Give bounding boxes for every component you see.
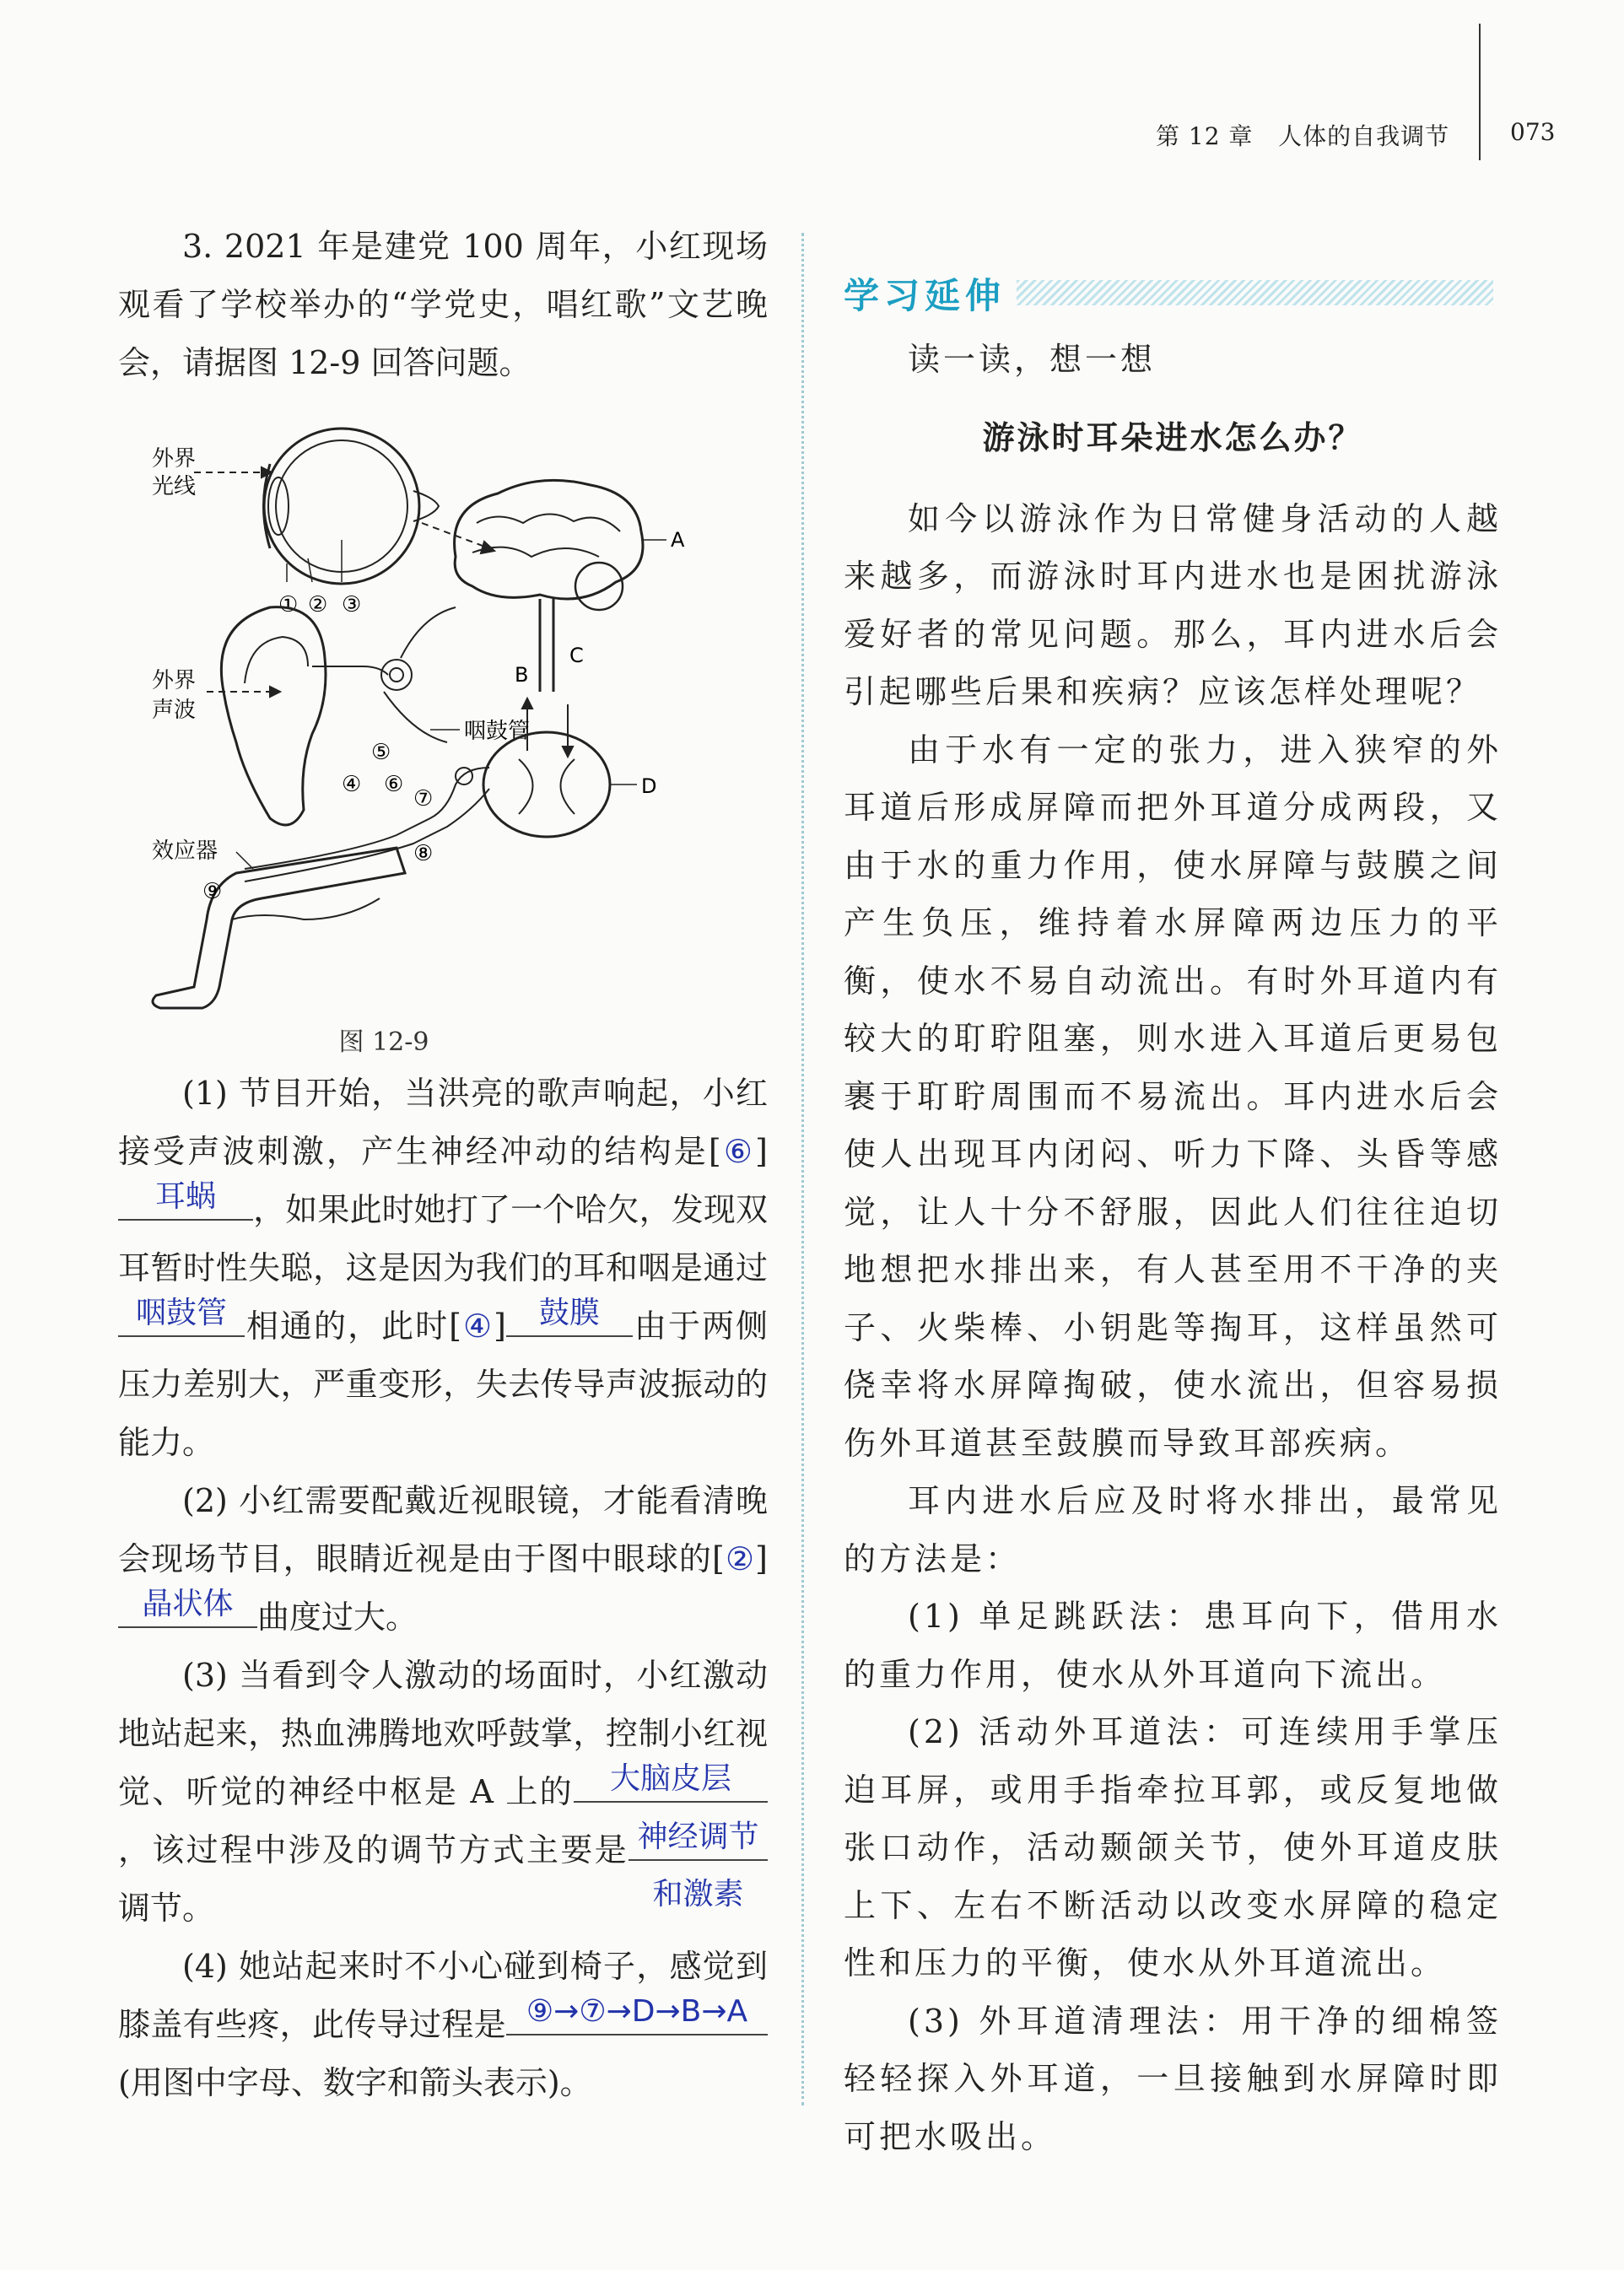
label-eustachian: 咽鼓管: [464, 719, 531, 744]
answer-blank-pathway: ⑨→⑦→D→B→A: [506, 1997, 768, 2035]
answer-box-6: ⑥: [720, 1133, 756, 1170]
sound-arrow: [207, 687, 280, 697]
question-parts: [118, 1065, 768, 2112]
article-title: 游泳时耳朵进水怎么办？: [982, 418, 1363, 456]
page-number: 073: [1510, 118, 1556, 146]
label-D: D: [641, 774, 657, 798]
section-title: 学习延伸: [844, 275, 1006, 316]
article-paragraph: 如今以游泳作为日常健身活动的人越来越多，而游泳时耳内进水也是困扰游泳爱好者的常见问题。那么，耳内进水后会引起哪些后果和疾病？应该怎样处理呢？: [844, 499, 1502, 710]
figure-caption: 图 12-9: [338, 1027, 429, 1057]
label-effector: 效应器: [152, 838, 219, 864]
light-arrow: [194, 467, 272, 477]
chapter-number: 第 12 章: [1156, 122, 1254, 150]
answer-box-4: ④: [461, 1308, 494, 1345]
label-B: B: [515, 663, 529, 687]
label-n7: ⑦: [413, 786, 434, 811]
article-paragraph: (2) 活动外耳道法：可连续用手掌压迫耳屏，或用手指牵拉耳郭，或反复地做张口动作，活动颞颌关节，使外耳道皮肤上下、左右不断活动以改变水屏障的稳定性和压力的平衡，使水从外耳道流出。: [844, 1713, 1502, 1982]
label-n2: ②: [308, 592, 328, 617]
header-divider: [1479, 24, 1481, 160]
label-n3: ③: [342, 592, 362, 617]
label-light-1: 外界: [152, 446, 197, 472]
label-sound-2: 声波: [152, 698, 197, 723]
label-n4: ④: [342, 772, 362, 797]
answer-box-2: ②: [724, 1540, 756, 1577]
answer-blank-eardrum: 鼓膜: [506, 1298, 633, 1337]
section-hatch-decoration: [1017, 280, 1493, 305]
eye-brain-arrow: [422, 523, 494, 553]
label-A: A: [671, 528, 685, 552]
answer-blank-lens: 晶状体: [118, 1589, 257, 1628]
question-column: [118, 218, 768, 392]
question-part-3: (3) 当看到令人激动的场面时，小红激动地站起来，热血沸腾地欢呼鼓掌，控制小红视觉、听觉的神经中枢是 A 上的 大脑皮层 ，该过程中涉及的调节方式主要是 神经调节 和激素 调节。: [118, 1657, 768, 1927]
answer-blank-cochlea: 耳蜗: [118, 1182, 253, 1221]
answer-blank-cortex: 大脑皮层: [574, 1764, 768, 1803]
article-paragraph: 由于水有一定的张力，进入狭窄的外耳道后形成屏障而把外耳道分成两段，又由于水的重力作用，使水屏障与鼓膜之间产生负压，维持着水屏障两边压力的平衡，使水不易自动流出。有时外耳道内有较大的耵聍阻塞，则水进入耳道后更易包裹于耵聍周围而不易流出。耳内进水后会使人出现耳内闭闷、听力下降、头昏等感觉，让人十分不舒服，因此人们往往迫切地想把水排出来，有人甚至用不干净的夹子、火柴棒、小钥匙等掏耳，这样虽然可侥幸将水屏障掏破，使水流出，但容易损伤外耳道甚至鼓膜而导致耳部疾病。: [844, 731, 1502, 1462]
label-n9: ⑨: [202, 879, 223, 904]
label-C: C: [569, 644, 584, 667]
leg-diagram: [153, 848, 405, 1008]
extension-subtitle: 读一读，想一想: [908, 341, 1157, 378]
label-n1: ①: [278, 592, 299, 617]
section-header: [844, 268, 1493, 314]
running-head: [1156, 118, 1449, 152]
article-paragraph: 耳内进水后应及时将水排出，最常见的方法是：: [844, 1482, 1502, 1577]
question-part-4: (4) 她站起来时不小心碰到椅子，感觉到膝盖有些疼，此传导过程是 ⑨→⑦→D→B→A (用图中字母、数字和箭头表示)。: [118, 1948, 768, 2101]
label-n6: ⑥: [384, 772, 404, 797]
answer-blank-eustachian: 咽鼓管: [118, 1298, 245, 1337]
eye-diagram: [264, 429, 440, 584]
question-part-1: (1) 节目开始，当洪亮的歌声响起，小红接受声波刺激，产生神经冲动的结构是[⑥] 耳蜗 ，如果此时她打了一个哈欠，发现双耳暂时性失聪，这是因为我们的耳和咽是通过 咽鼓管 相通的，此时[④] 鼓膜 由于两侧压力差别大，严重变形，失去传导声波振动的能力。: [118, 1075, 768, 1461]
article-paragraph: (1) 单足跳跃法：患耳向下，借用水的重力作用，使水从外耳道向下流出。: [844, 1598, 1502, 1693]
label-n5: ⑤: [371, 740, 391, 765]
label-sound-1: 外界: [152, 668, 197, 693]
chapter-title: 人体的自我调节: [1278, 122, 1450, 150]
answer-blank-regulation: 神经调节 和激素: [629, 1822, 768, 1861]
extension-column: [844, 331, 1502, 2165]
article-paragraph: (3) 外耳道清理法：用干净的细棉签轻轻探入外耳道，一旦接触到水屏障时即可把水吸出。: [844, 2002, 1502, 2155]
column-divider: [801, 233, 804, 2106]
label-n8: ⑧: [413, 841, 434, 866]
question-intro: 3. 2021 年是建党 100 周年，小红现场观看了学校举办的“学党史，唱红歌”文艺晚会，请据图 12-9 回答问题。: [118, 228, 768, 381]
question-part-2: (2) 小红需要配戴近视眼镜，才能看清晚会现场节目，眼睛近视是由于图中眼球的[②] 晶状体 曲度过大。: [118, 1482, 768, 1636]
brain-diagram: [455, 480, 643, 692]
label-light-2: 光线: [152, 474, 197, 499]
figure-12-9: [143, 413, 751, 1012]
